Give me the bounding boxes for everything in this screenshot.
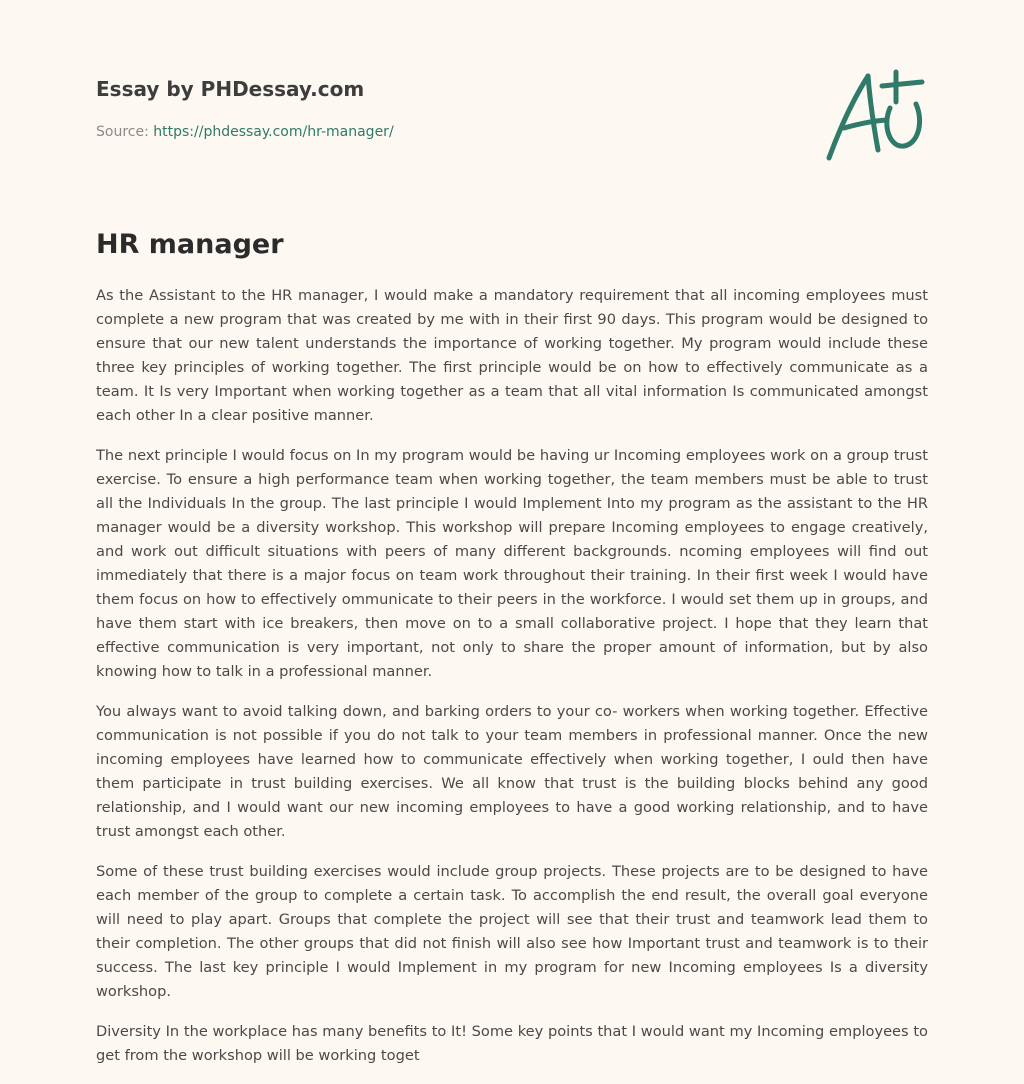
essay-title: HR manager: [96, 229, 284, 260]
a-left-stroke: [829, 76, 868, 158]
source-label: Source:: [96, 124, 149, 140]
essay-body: [96, 284, 928, 1084]
a-crossbar-stroke: [844, 120, 886, 128]
site-title: Essay by PHDessay.com: [96, 77, 365, 101]
essay-paragraph: As the Assistant to the HR manager, I would make a mandatory requirement that all incoming employees must complete a new program that was created by me with in their first 90 days. This program would be designed to ensure that our new talent understands the importance of working together. My program would include these three key principles of working together. The first principle would be on how to effectively communicate as a team. It Is very Important when working together as a team that all vital information Is communicated amongst each other In a clear positive manner.: [96, 287, 928, 424]
loop-stroke: [887, 104, 920, 146]
a-plus-grade-icon: [820, 66, 930, 166]
page-header: [96, 74, 928, 142]
essay-paragraph: Diversity In the workplace has many benefits to It! Some key points that I would want my Incoming employees to get from the workshop will be working toget: [96, 1023, 928, 1064]
essay-paragraph: Some of these trust building exercises would include group projects. These projects are to be designed to have each member of the group to complete a certain task. To accomplish the end result, the overall goal everyone will need to play apart. Groups that complete the project will see that their trust and teamwork lead them to their completion. The other groups that did not finish will also see how Important trust and teamwork is to their success. The last key principle I would Implement in my program for new Incoming employees Is a diversity workshop.: [96, 863, 928, 1000]
a-plus-logo-svg: [820, 66, 930, 166]
a-right-stroke: [868, 76, 878, 150]
source-line: [96, 122, 928, 142]
source-link[interactable]: https://phdessay.com/hr-manager/: [153, 124, 394, 140]
essay-paragraph: The next principle I would focus on In my program would be having ur Incoming employees work on a group trust exercise. To ensure a high performance team when working together, the team members must be able to trust all the Individuals In the group. The last principle I would Implement Into my program as the assistant to the HR manager would be a diversity workshop. This workshop will prepare Incoming employees to engage creatively, and work out difficult situations with peers of many different backgrounds. ncoming employees will find out immediately that there is a major focus on team work throughout their training. In their first week I would have them focus on how to effectively ommunicate to their peers in the workforce. I would set them up in groups, and have them start with ice breakers, then move on to a small collaborative project. I hope that they learn that effective communication is very important, not only to share the proper amount of information, but by also knowing how to talk in a professional manner.: [96, 447, 928, 680]
essay-paragraph: You always want to avoid talking down, and barking orders to your co- workers when working together. Effective communication is not possible if you do not talk to your team members in professional manner. Once the new incoming employees have learned how to communicate effectively when working together, I ould then have them participate in trust building exercises. We all know that trust is the building blocks behind any good relationship, and I would want our new incoming employees to have a good working relationship, and to have trust amongst each other.: [96, 703, 928, 840]
plus-horizontal-stroke: [882, 82, 922, 86]
